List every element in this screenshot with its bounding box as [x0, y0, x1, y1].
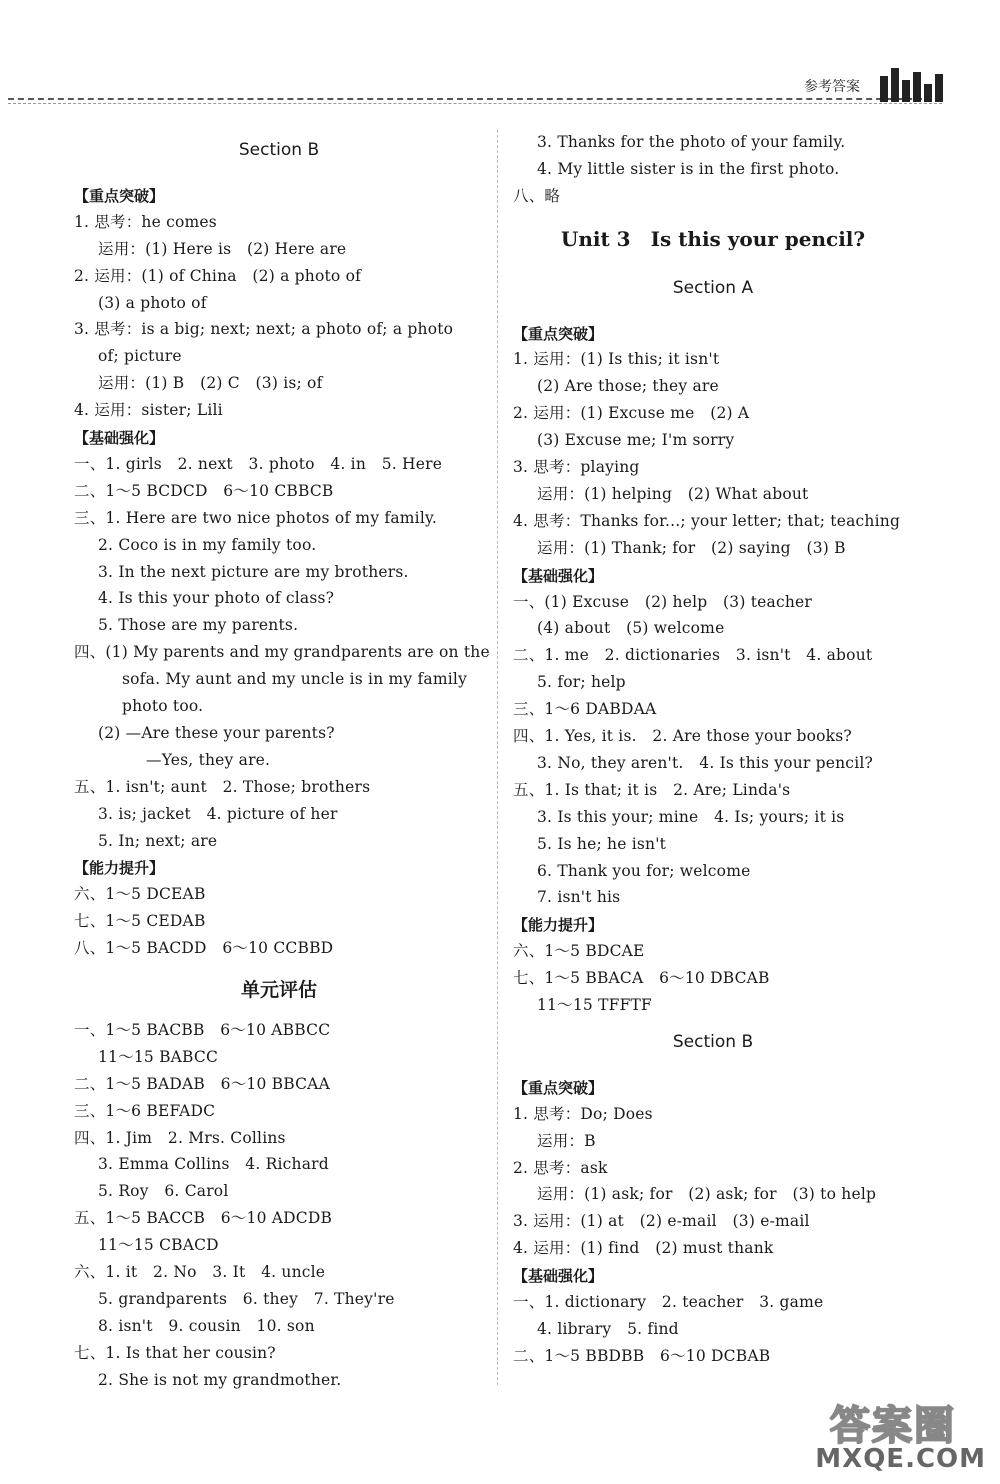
answer-line: 八、略	[513, 186, 561, 205]
answer-line: 运用：(1) ask; for (2) ask; for (3) to help	[537, 1185, 877, 1204]
watermark-domain: MXQE.COM	[815, 1444, 986, 1474]
section-tag: 【基础强化】	[513, 566, 604, 585]
answer-line: 4. library 5. find	[537, 1319, 679, 1338]
answer-line: 6. Thank you for; welcome	[537, 861, 751, 880]
answer-line: 8. isn't 9. cousin 10. son	[98, 1316, 315, 1335]
answer-line: 3. 运用：(1) at (2) e-mail (3) e-mail	[513, 1212, 810, 1231]
answer-line: 一、(1) Excuse (2) help (3) teacher	[513, 592, 813, 611]
answer-line: 1. 思考：Do; Does	[513, 1104, 653, 1123]
unit-title: Unit 3 Is this your pencil?	[560, 226, 866, 251]
answer-line: of; picture	[98, 347, 182, 366]
answer-line: 4. 运用：sister; Lili	[74, 401, 223, 420]
answer-line: 八、1～5 BACDD 6～10 CCBBD	[74, 939, 334, 958]
answer-line: (3) a photo of	[98, 293, 207, 312]
answer-line: 5. for; help	[537, 673, 626, 692]
answer-line: 3. In the next picture are my brothers.	[98, 562, 409, 581]
answer-line: 七、1～5 BBACA 6～10 DBCAB	[513, 969, 770, 988]
answer-line: 五、1. isn't; aunt 2. Those; brothers	[74, 777, 371, 796]
watermark-logo	[766, 1394, 986, 1474]
page-header	[0, 60, 1000, 110]
answer-line: 四、1. Jim 2. Mrs. Collins	[74, 1128, 286, 1147]
section-tag: 【能力提升】	[74, 859, 165, 878]
answer-line: 3. Thanks for the photo of your family.	[537, 133, 846, 151]
answer-line: 三、1～6 BEFADC	[74, 1101, 216, 1120]
answer-line: 七、1. Is that her cousin?	[74, 1343, 276, 1362]
answer-line: 六、1～5 DCEAB	[74, 885, 206, 904]
answer-line: 1. 思考：he comes	[74, 212, 217, 231]
answer-line: 5. In; next; are	[98, 831, 218, 850]
answer-line: 二、1～5 BCDCD 6～10 CBBCB	[74, 481, 334, 500]
answer-line: (2) Are those; they are	[537, 377, 719, 396]
section-tag: 【基础强化】	[74, 429, 165, 447]
answer-line: 2. 运用：(1) Excuse me (2) A	[513, 404, 750, 423]
answer-line: (4) about (5) welcome	[537, 619, 725, 638]
answer-line: 一、1～5 BACBB 6～10 ABBCC	[74, 1020, 331, 1039]
answer-line: 11～15 CBACD	[98, 1236, 219, 1255]
answer-line: 2. She is not my grandmother.	[98, 1370, 342, 1389]
answer-line: 三、1. Here are two nice photos of my family.	[74, 508, 438, 527]
column-divider	[497, 130, 498, 1385]
section-tag: 【重点突破】	[513, 324, 604, 343]
answer-line: 2. Coco is in my family too.	[98, 535, 317, 554]
answer-line: 2. 思考：ask	[513, 1158, 608, 1177]
answer-line: 4. Is this your photo of class?	[98, 589, 335, 608]
answer-line: 7. isn't his	[537, 888, 621, 907]
section-tag: 【能力提升】	[513, 916, 604, 935]
answer-line: 4. 运用：(1) find (2) must thank	[513, 1239, 774, 1258]
answer-line: 二、1～5 BBDBB 6～10 DCBAB	[513, 1346, 771, 1365]
answer-line: photo too.	[122, 697, 204, 715]
answer-line: 二、1～5 BADAB 6～10 BBCAA	[74, 1074, 330, 1093]
answer-line: 七、1～5 CEDAB	[74, 912, 206, 931]
section-title: Section A	[672, 277, 754, 298]
answer-line: 3. No, they aren't. 4. Is this your pencil?	[537, 753, 874, 772]
unit-evaluation-heading: 单元评估	[240, 979, 317, 1001]
answer-line: —Yes, they are.	[146, 750, 271, 769]
answer-line: 四、(1) My parents and my grandparents are on the	[74, 643, 490, 662]
answer-line: 11～15 BABCC	[98, 1047, 219, 1066]
section-title: Section B	[238, 140, 320, 160]
answer-line: 3. 思考：playing	[513, 458, 640, 476]
section-tag: 【基础强化】	[513, 1267, 604, 1286]
answer-line: 六、1. it 2. No 3. It 4. uncle	[74, 1263, 326, 1281]
header-rule	[8, 98, 942, 100]
answer-line: 五、1. Is that; it is 2. Are; Linda's	[513, 780, 791, 799]
answer-line: (2) —Are these your parents?	[98, 723, 335, 742]
answer-line: 五、1～5 BACCB 6～10 ADCDB	[74, 1209, 333, 1228]
answer-line: 三、1～6 DABDAA	[513, 700, 657, 719]
section-tag: 【重点突破】	[74, 186, 165, 205]
answer-line: 二、1. me 2. dictionaries 3. isn't 4. about	[513, 646, 873, 665]
answer-line: 四、1. Yes, it is. 2. Are those your books?	[513, 727, 852, 745]
answer-line: 3. is; jacket 4. picture of her	[98, 804, 338, 823]
answer-line: 11～15 TFFTF	[537, 996, 653, 1014]
answer-line: 5. Those are my parents.	[98, 616, 299, 635]
answer-line: 运用：(1) B (2) C (3) is; of	[98, 374, 323, 393]
answer-line: 2. 运用：(1) of China (2) a photo of	[74, 266, 362, 285]
answer-line: 4. My little sister is in the first photo.	[537, 159, 840, 178]
watermark-text: 答案圈	[830, 1403, 956, 1449]
answer-line: 4. 思考：Thanks for...; your letter; that; teaching	[513, 511, 901, 530]
answer-line: (3) Excuse me; I'm sorry	[537, 431, 735, 450]
answer-line: 5. grandparents 6. they 7. They're	[98, 1289, 395, 1308]
answer-line: 3. 思考：is a big; next; next; a photo of; a photo	[74, 320, 454, 339]
answer-line: 运用：(1) helping (2) What about	[537, 484, 809, 503]
section-tag: 【重点突破】	[513, 1078, 604, 1097]
answer-line: 3. Emma Collins 4. Richard	[98, 1155, 329, 1174]
header-rule-secondary	[8, 103, 942, 104]
answer-line: 5. Is he; he isn't	[537, 834, 667, 853]
section-title: Section B	[672, 1031, 754, 1052]
header-title: 参考答案	[804, 79, 860, 95]
answer-line: 运用：(1) Here is (2) Here are	[98, 239, 347, 258]
answer-line: 1. 运用：(1) Is this; it isn't	[513, 350, 720, 369]
answer-line: 5. Roy 6. Carol	[98, 1182, 229, 1201]
answer-line: 一、1. dictionary 2. teacher 3. game	[513, 1293, 824, 1311]
answer-line: 六、1～5 BDCAE	[513, 942, 645, 961]
header-logo-icon	[880, 68, 946, 102]
answer-line: 运用：B	[537, 1131, 596, 1150]
answer-line: sofa. My aunt and my uncle is in my family	[122, 670, 468, 689]
answer-line: 3. Is this your; mine 4. Is; yours; it is	[537, 807, 845, 826]
answer-line: 一、1. girls 2. next 3. photo 4. in 5. Here	[74, 454, 443, 473]
answer-line: 运用：(1) Thank; for (2) saying (3) B	[537, 538, 846, 557]
